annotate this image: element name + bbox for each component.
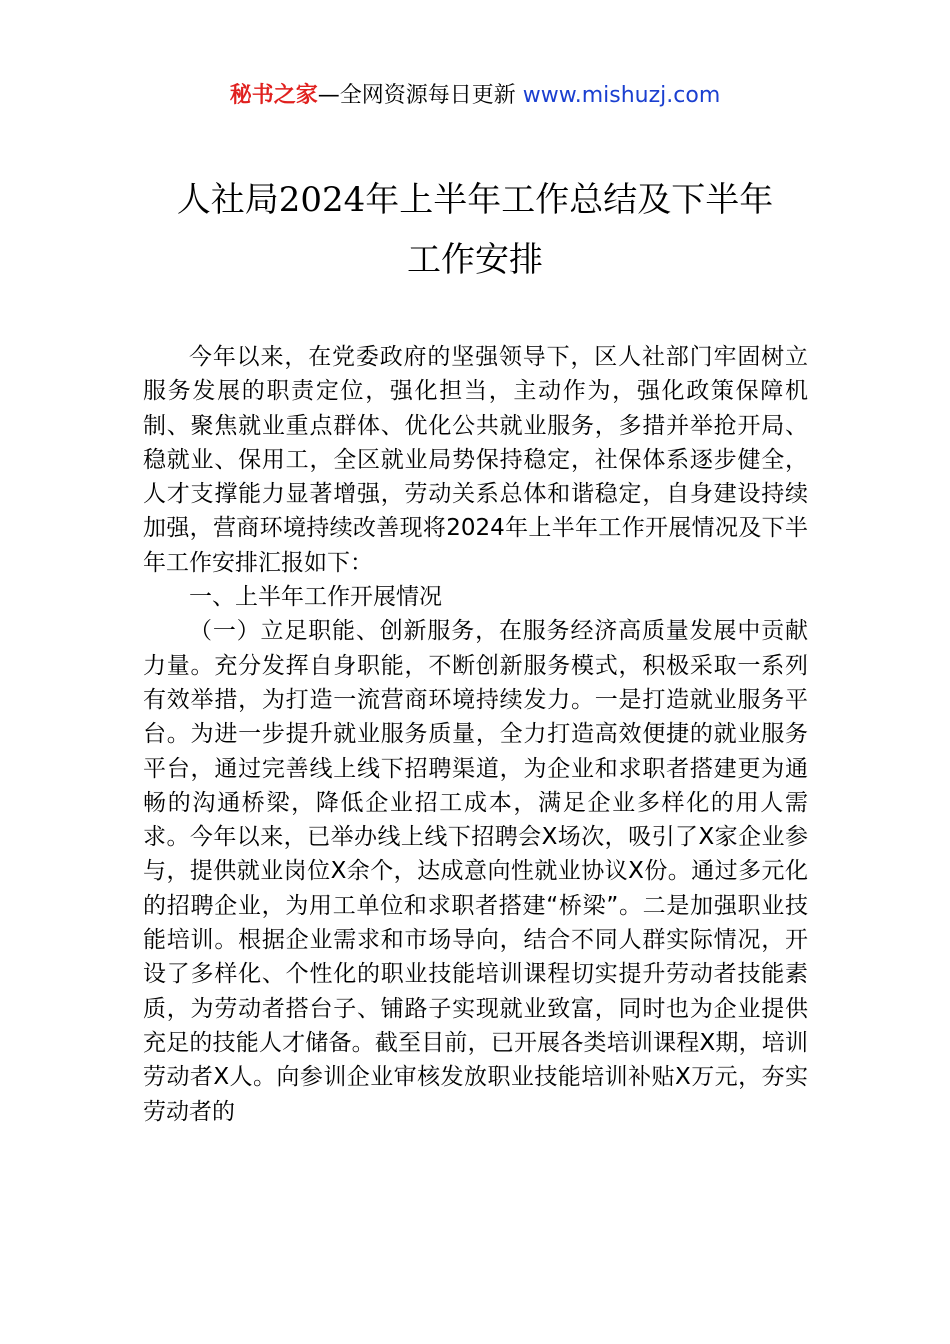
site-url-link[interactable]: www.mishuzj.com bbox=[522, 83, 721, 108]
document-title bbox=[0, 170, 950, 290]
title-line-1: 人社局2024年上半年工作总结及下半年 bbox=[176, 180, 774, 220]
body-paragraph: （一）立足职能、创新服务，在服务经济高质量发展中贡献力量。充分发挥自身职能，不断创新服务模式，积极采取一系列有效举措，为打造一流营商环境持续发力。一是打造就业服务平台。为进一步提升就业服务质量，全力打造高效便捷的就业服务平台，通过完善线上线下招聘渠道，为企业和求职者搭建更为通畅的沟通桥梁，降低企业招工成本，满足企业多样化的用人需求。今年以来，已举办线上线下招聘会X场次，吸引了X家企业参与，提供就业岗位X余个，达成意向性就业协议X份。通过多元化的招聘企业，为用工单位和求职者搭建“桥梁”。二是加强职业技能培训。根据企业需求和市场导向，结合不同人群实际情况，开设了多样化、个性化的职业技能培训课程切实提升劳动者技能素质，为劳动者搭台子、铺路子实现就业致富，同时也为企业提供充足的技能人才储备。截至目前，已开展各类培训课程X期，培训劳动者X人。向参训企业审核发放职业技能培训补贴X万元，夯实劳动者的 bbox=[143, 618, 808, 1125]
site-header bbox=[0, 80, 950, 112]
title-line-2: 工作安排 bbox=[407, 240, 543, 280]
intro-paragraph: 今年以来，在党委政府的坚强领导下，区人社部门牢固树立服务发展的职责定位，强化担当，主动作为，强化政策保障机制、聚焦就业重点群体、优化公共就业服务，多措并举抢开局、稳就业、保用工，全区就业局势保持稳定，社保体系逐步健全，人才支撑能力显著增强，劳动关系总体和谐稳定，自身建设持续加强，营商环境持续改善现将2024年上半年工作开展情况及下半年工作安排汇报如下： bbox=[143, 344, 808, 576]
document-body bbox=[143, 340, 808, 1129]
site-tagline: —全网资源每日更新 bbox=[317, 83, 523, 108]
section-heading: 一、上半年工作开展情况 bbox=[189, 584, 442, 611]
site-brand: 秘书之家 bbox=[229, 83, 318, 108]
